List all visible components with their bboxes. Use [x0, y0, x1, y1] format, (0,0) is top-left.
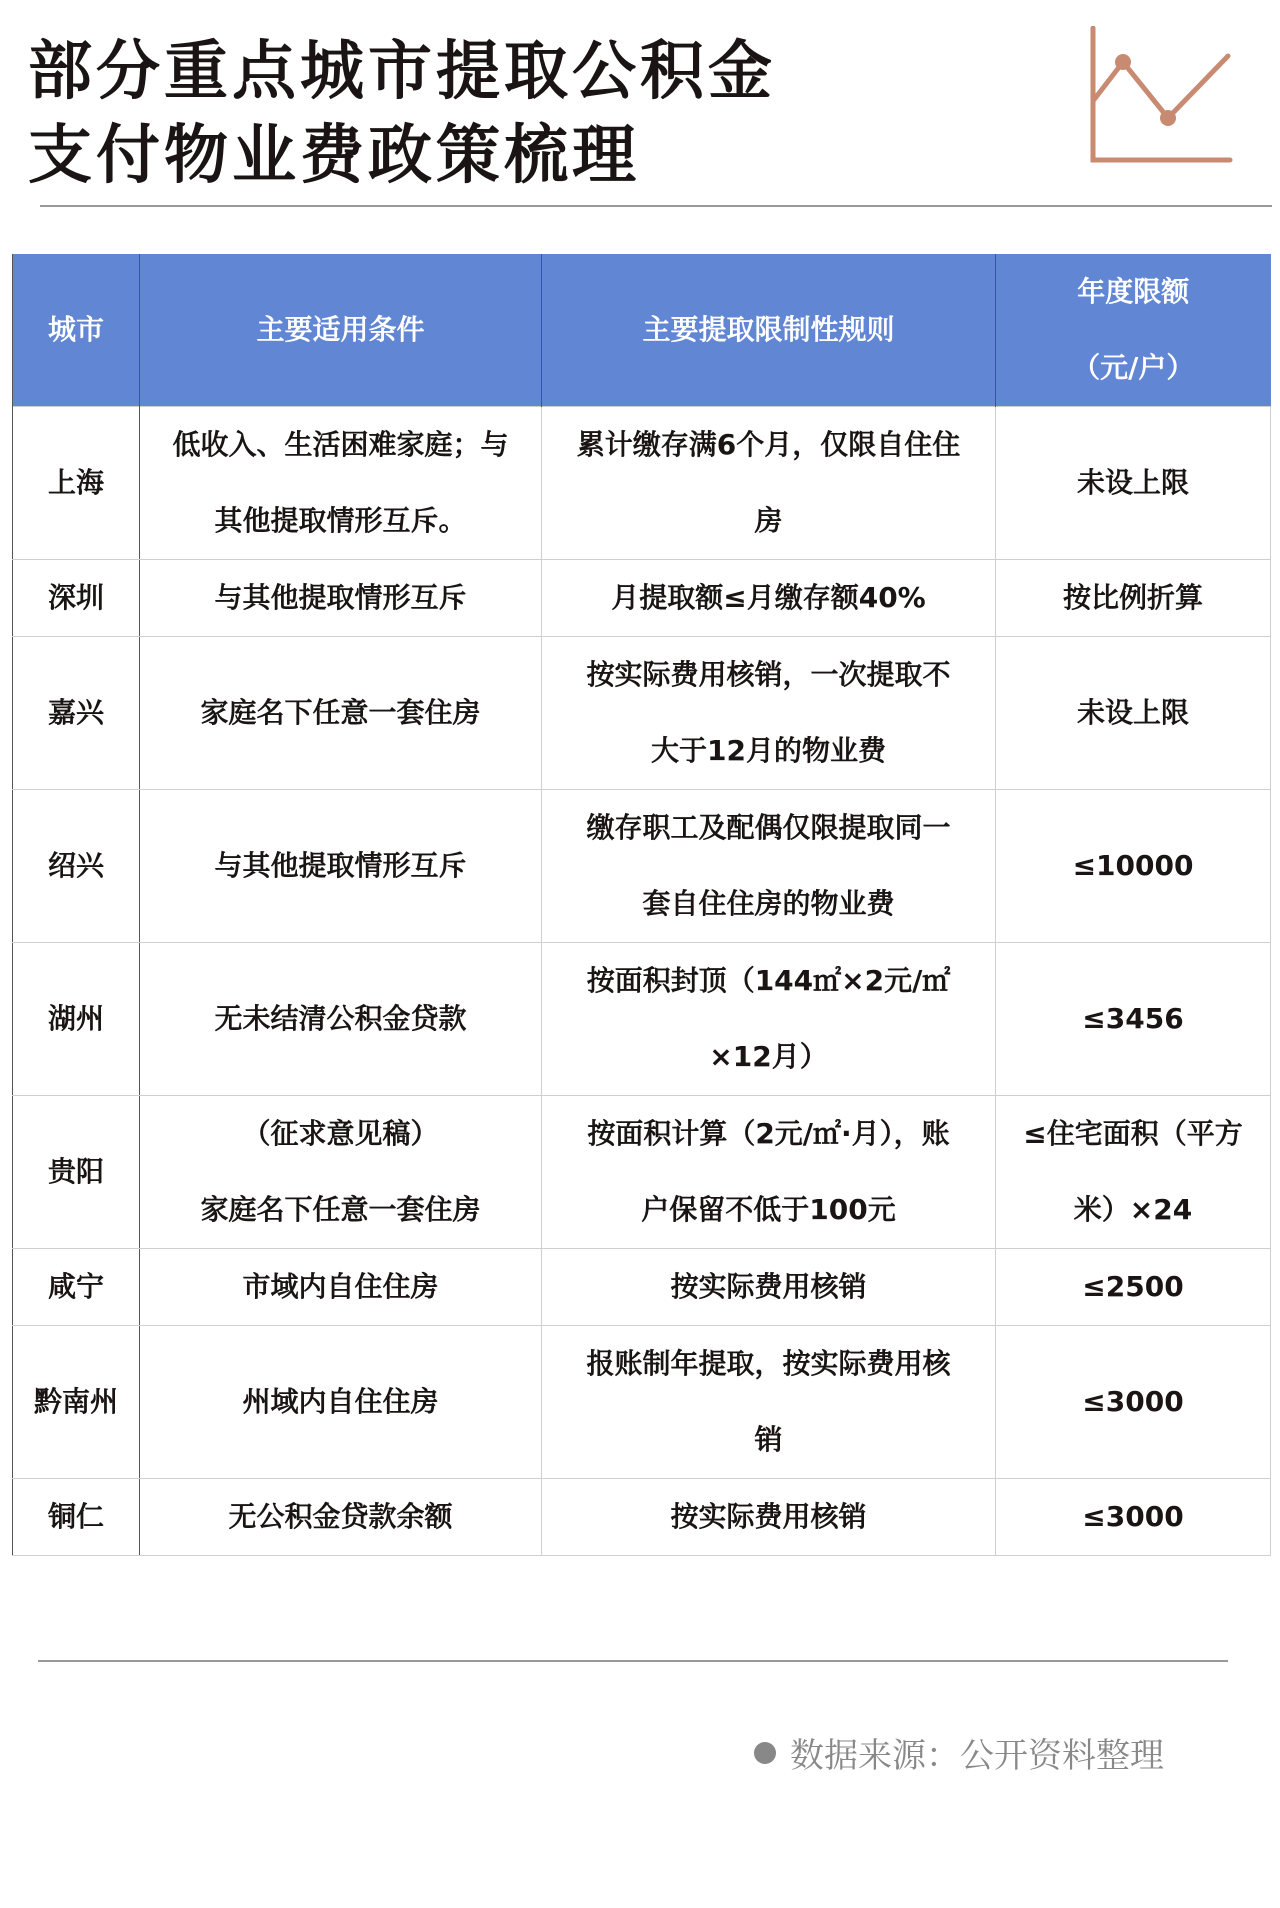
cell-conditions [140, 1479, 542, 1556]
cell-conditions-line: 家庭名下任意一套住房 [200, 1193, 481, 1226]
cell-conditions [140, 1326, 542, 1479]
cell-rules-line: 销 [754, 1423, 783, 1456]
cell-limit [996, 560, 1271, 637]
cell-conditions [140, 1096, 542, 1249]
cell-conditions-line: （征求意见稿） [242, 1117, 439, 1150]
data-source [754, 1728, 1164, 1777]
cell-rules [542, 943, 996, 1096]
source-text: 数据来源：公开资料整理 [790, 1736, 1164, 1776]
cell-limit-line: 按比例折算 [1062, 581, 1203, 614]
cell-limit-line: ≤2500 [1082, 1270, 1184, 1303]
header-limit-line2: （元/户） [1072, 351, 1195, 384]
cell-rules [542, 407, 996, 560]
cell-limit [996, 790, 1271, 943]
table-row [13, 790, 1271, 943]
cell-city: 黔南州 [13, 1326, 140, 1479]
title-line-2: 支付物业费政策梳理 [28, 119, 640, 193]
cell-conditions [140, 407, 542, 560]
cell-city: 咸宁 [13, 1249, 140, 1326]
cell-rules-line: 按实际费用核销，一次提取不 [586, 658, 951, 691]
cell-limit-line: ≤住宅面积（平方 [1023, 1117, 1243, 1150]
cell-city: 湖州 [13, 943, 140, 1096]
header-conditions: 主要适用条件 [140, 254, 542, 407]
cell-conditions-line: 市域内自住住房 [242, 1270, 439, 1303]
line-chart-icon [1088, 26, 1233, 166]
table-row [13, 1479, 1271, 1556]
header-city: 城市 [13, 254, 140, 407]
cell-limit [996, 407, 1271, 560]
cell-conditions [140, 560, 542, 637]
cell-conditions-line: 与其他提取情形互斥 [214, 581, 467, 614]
cell-limit-line: 未设上限 [1076, 466, 1189, 499]
cell-city: 贵阳 [13, 1096, 140, 1249]
cell-limit [996, 1479, 1271, 1556]
cell-rules [542, 1249, 996, 1326]
footer-divider [38, 1660, 1228, 1662]
table-row [13, 407, 1271, 560]
cell-conditions [140, 790, 542, 943]
title-line-1: 部分重点城市提取公积金 [28, 35, 776, 109]
cell-city: 深圳 [13, 560, 140, 637]
cell-limit [996, 1096, 1271, 1249]
cell-rules-line: 按实际费用核销 [670, 1270, 867, 1303]
cell-city: 铜仁 [13, 1479, 140, 1556]
table-row [13, 560, 1271, 637]
header-rules: 主要提取限制性规则 [542, 254, 996, 407]
table-header-row [13, 254, 1271, 407]
bullet-dot-icon [754, 1742, 776, 1764]
cell-conditions [140, 1249, 542, 1326]
cell-conditions-line: 与其他提取情形互斥 [214, 849, 467, 882]
cell-conditions-line: 家庭名下任意一套住房 [200, 696, 481, 729]
table-row [13, 1326, 1271, 1479]
cell-conditions [140, 637, 542, 790]
cell-rules-line: ×12月） [709, 1040, 828, 1073]
header-limit [996, 254, 1271, 407]
cell-limit-line: 米）×24 [1073, 1193, 1193, 1226]
table-row [13, 637, 1271, 790]
cell-limit-line: 未设上限 [1076, 696, 1189, 729]
cell-rules-line: 大于12月的物业费 [651, 734, 886, 767]
cell-limit-line: ≤10000 [1072, 849, 1194, 882]
cell-rules-line: 按面积封顶（144㎡×2元/㎡ [586, 964, 951, 997]
cell-conditions-line: 州域内自住住房 [242, 1385, 439, 1418]
header-limit-line1: 年度限额 [1077, 275, 1190, 308]
cell-rules-line: 缴存职工及配偶仅限提取同一 [586, 811, 951, 844]
cell-city: 上海 [13, 407, 140, 560]
cell-rules-line: 月提取额≤月缴存额40% [611, 581, 926, 614]
cell-conditions-line: 低收入、生活困难家庭；与 [172, 428, 509, 461]
cell-rules-line: 套自住住房的物业费 [642, 887, 895, 920]
cell-city: 嘉兴 [13, 637, 140, 790]
cell-rules [542, 1479, 996, 1556]
table-row [13, 1249, 1271, 1326]
cell-conditions [140, 943, 542, 1096]
cell-limit [996, 1249, 1271, 1326]
policy-table [12, 254, 1271, 1556]
cell-rules [542, 790, 996, 943]
cell-limit [996, 637, 1271, 790]
cell-rules-line: 按面积计算（2元/㎡·月），账 [587, 1117, 950, 1150]
cell-limit-line: ≤3000 [1082, 1385, 1184, 1418]
cell-rules [542, 637, 996, 790]
cell-city: 绍兴 [13, 790, 140, 943]
cell-rules-line: 按实际费用核销 [670, 1500, 867, 1533]
cell-limit [996, 943, 1271, 1096]
table-row [13, 943, 1271, 1096]
page-title [28, 30, 776, 198]
cell-rules [542, 560, 996, 637]
title-divider [40, 205, 1272, 207]
cell-rules [542, 1326, 996, 1479]
cell-rules [542, 1096, 996, 1249]
cell-rules-line: 累计缴存满6个月，仅限自住住 [576, 428, 961, 461]
cell-conditions-line: 无未结清公积金贷款 [214, 1002, 467, 1035]
cell-conditions-line: 其他提取情形互斥。 [214, 504, 467, 537]
cell-conditions-line: 无公积金贷款余额 [228, 1500, 453, 1533]
cell-rules-line: 房 [754, 504, 783, 537]
table-row [13, 1096, 1271, 1249]
cell-rules-line: 报账制年提取，按实际费用核 [586, 1347, 951, 1380]
cell-limit-line: ≤3456 [1082, 1002, 1184, 1035]
cell-limit [996, 1326, 1271, 1479]
cell-rules-line: 户保留不低于100元 [641, 1193, 896, 1226]
cell-limit-line: ≤3000 [1082, 1500, 1184, 1533]
